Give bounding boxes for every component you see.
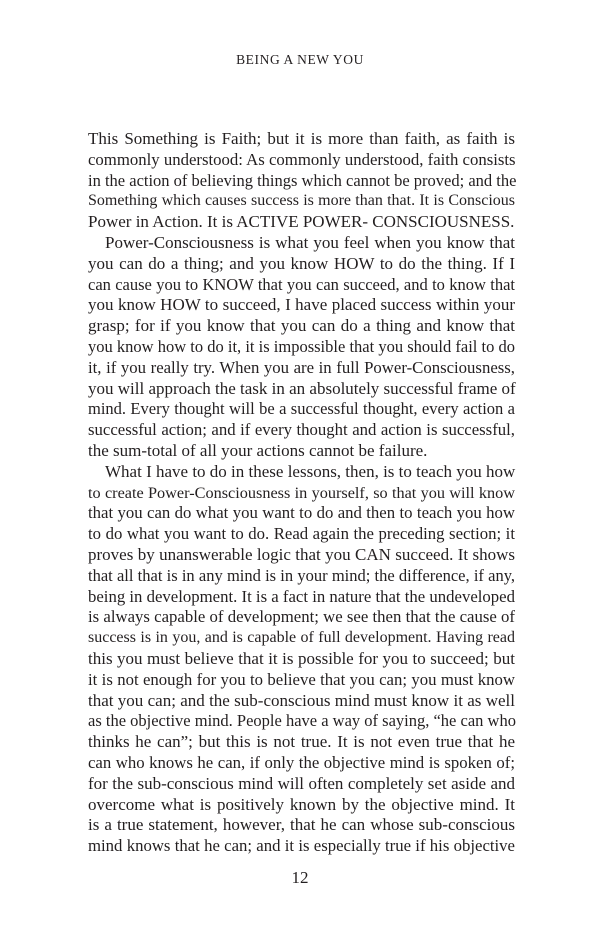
- text-line: the sum-total of all your actions cannot be failure.: [88, 440, 428, 460]
- text-line: to create Power-Consciousness in yourself, so that you will know: [88, 483, 515, 502]
- text-line: you can do a thing; and you know HOW to do the thing. If I: [88, 253, 515, 273]
- running-head: BEING A NEW YOU: [236, 52, 364, 67]
- text-line: that all that is in any mind is in your mind; the difference, if any,: [88, 565, 515, 585]
- text-line: is always capable of development; we see then that the cause of: [88, 607, 515, 627]
- text-line: as the objective mind. People have a way of saying, “he can who: [88, 711, 516, 731]
- text-line: successful action; and if every thought and action is successful,: [88, 420, 515, 440]
- text-line: grasp; for if you know that you can do a thing and know that: [88, 316, 515, 336]
- text-line: you will approach the task in an absolutely successful frame of: [88, 378, 516, 398]
- text-line: in the action of believing things which cannot be proved; and the: [88, 170, 517, 190]
- text-line: that you can; and the sub-conscious mind must know it as well: [88, 690, 515, 710]
- text-line: Power-Consciousness is what you feel when you know that: [105, 232, 515, 252]
- text-line: this you must believe that it is possible for you to succeed; but: [88, 648, 515, 668]
- text-line: success is in you, and is capable of full development. Having read: [88, 629, 515, 647]
- text-line: mind. Every thought will be a successful thought, every action a: [88, 399, 515, 419]
- text-line: can cause you to KNOW that you can succeed, and to know that: [88, 274, 515, 294]
- text-line: mind knows that he can; and it is especially true if his objective: [88, 836, 515, 856]
- text-line: being in development. It is a fact in nature that the undeveloped: [88, 586, 515, 606]
- text-line: you know HOW to succeed, I have placed success within your: [88, 295, 515, 315]
- text-line: you know how to do it, it is impossible that you should fail to do: [88, 336, 515, 356]
- text-line: thinks he can”; but this is not true. It is not even true that he: [88, 732, 515, 752]
- text-line: proves by unanswerable logic that you CAN succeed. It shows: [88, 544, 515, 564]
- paragraph: [88, 462, 515, 857]
- text-line: that you can do what you want to do and then to teach you how: [88, 503, 515, 523]
- text-line: commonly understood: As commonly understood, faith consists: [88, 149, 516, 169]
- text-line: Power in Action. It is ACTIVE POWER- CONSCIOUSNESS.: [88, 212, 515, 232]
- page-number: 12: [291, 868, 309, 887]
- text-line: for the sub-conscious mind will often completely set aside and: [88, 773, 515, 793]
- text-line: to do what you want to do. Read again the preceding section; it: [88, 524, 515, 544]
- text-line: it is not enough for you to believe that you can; you must know: [88, 669, 515, 689]
- text-line: it, if you really try. When you are in full Power-Consciousness,: [88, 357, 515, 377]
- text-line: Something which causes success is more than that. It is Conscious: [88, 192, 515, 210]
- text-line: is a true statement, however, that he can whose sub-conscious: [88, 815, 515, 835]
- text-line: What I have to do in these lessons, then, is to teach you how: [105, 461, 516, 481]
- text-line: overcome what is positively known by the objective mind. It: [88, 794, 515, 814]
- paragraph: [88, 233, 515, 462]
- paragraph: [88, 129, 515, 233]
- text-line: This Something is Faith; but it is more than faith, as faith is: [88, 129, 515, 148]
- text-line: can who knows he can, if only the objective mind is spoken of;: [88, 752, 515, 772]
- body-text: [88, 129, 515, 857]
